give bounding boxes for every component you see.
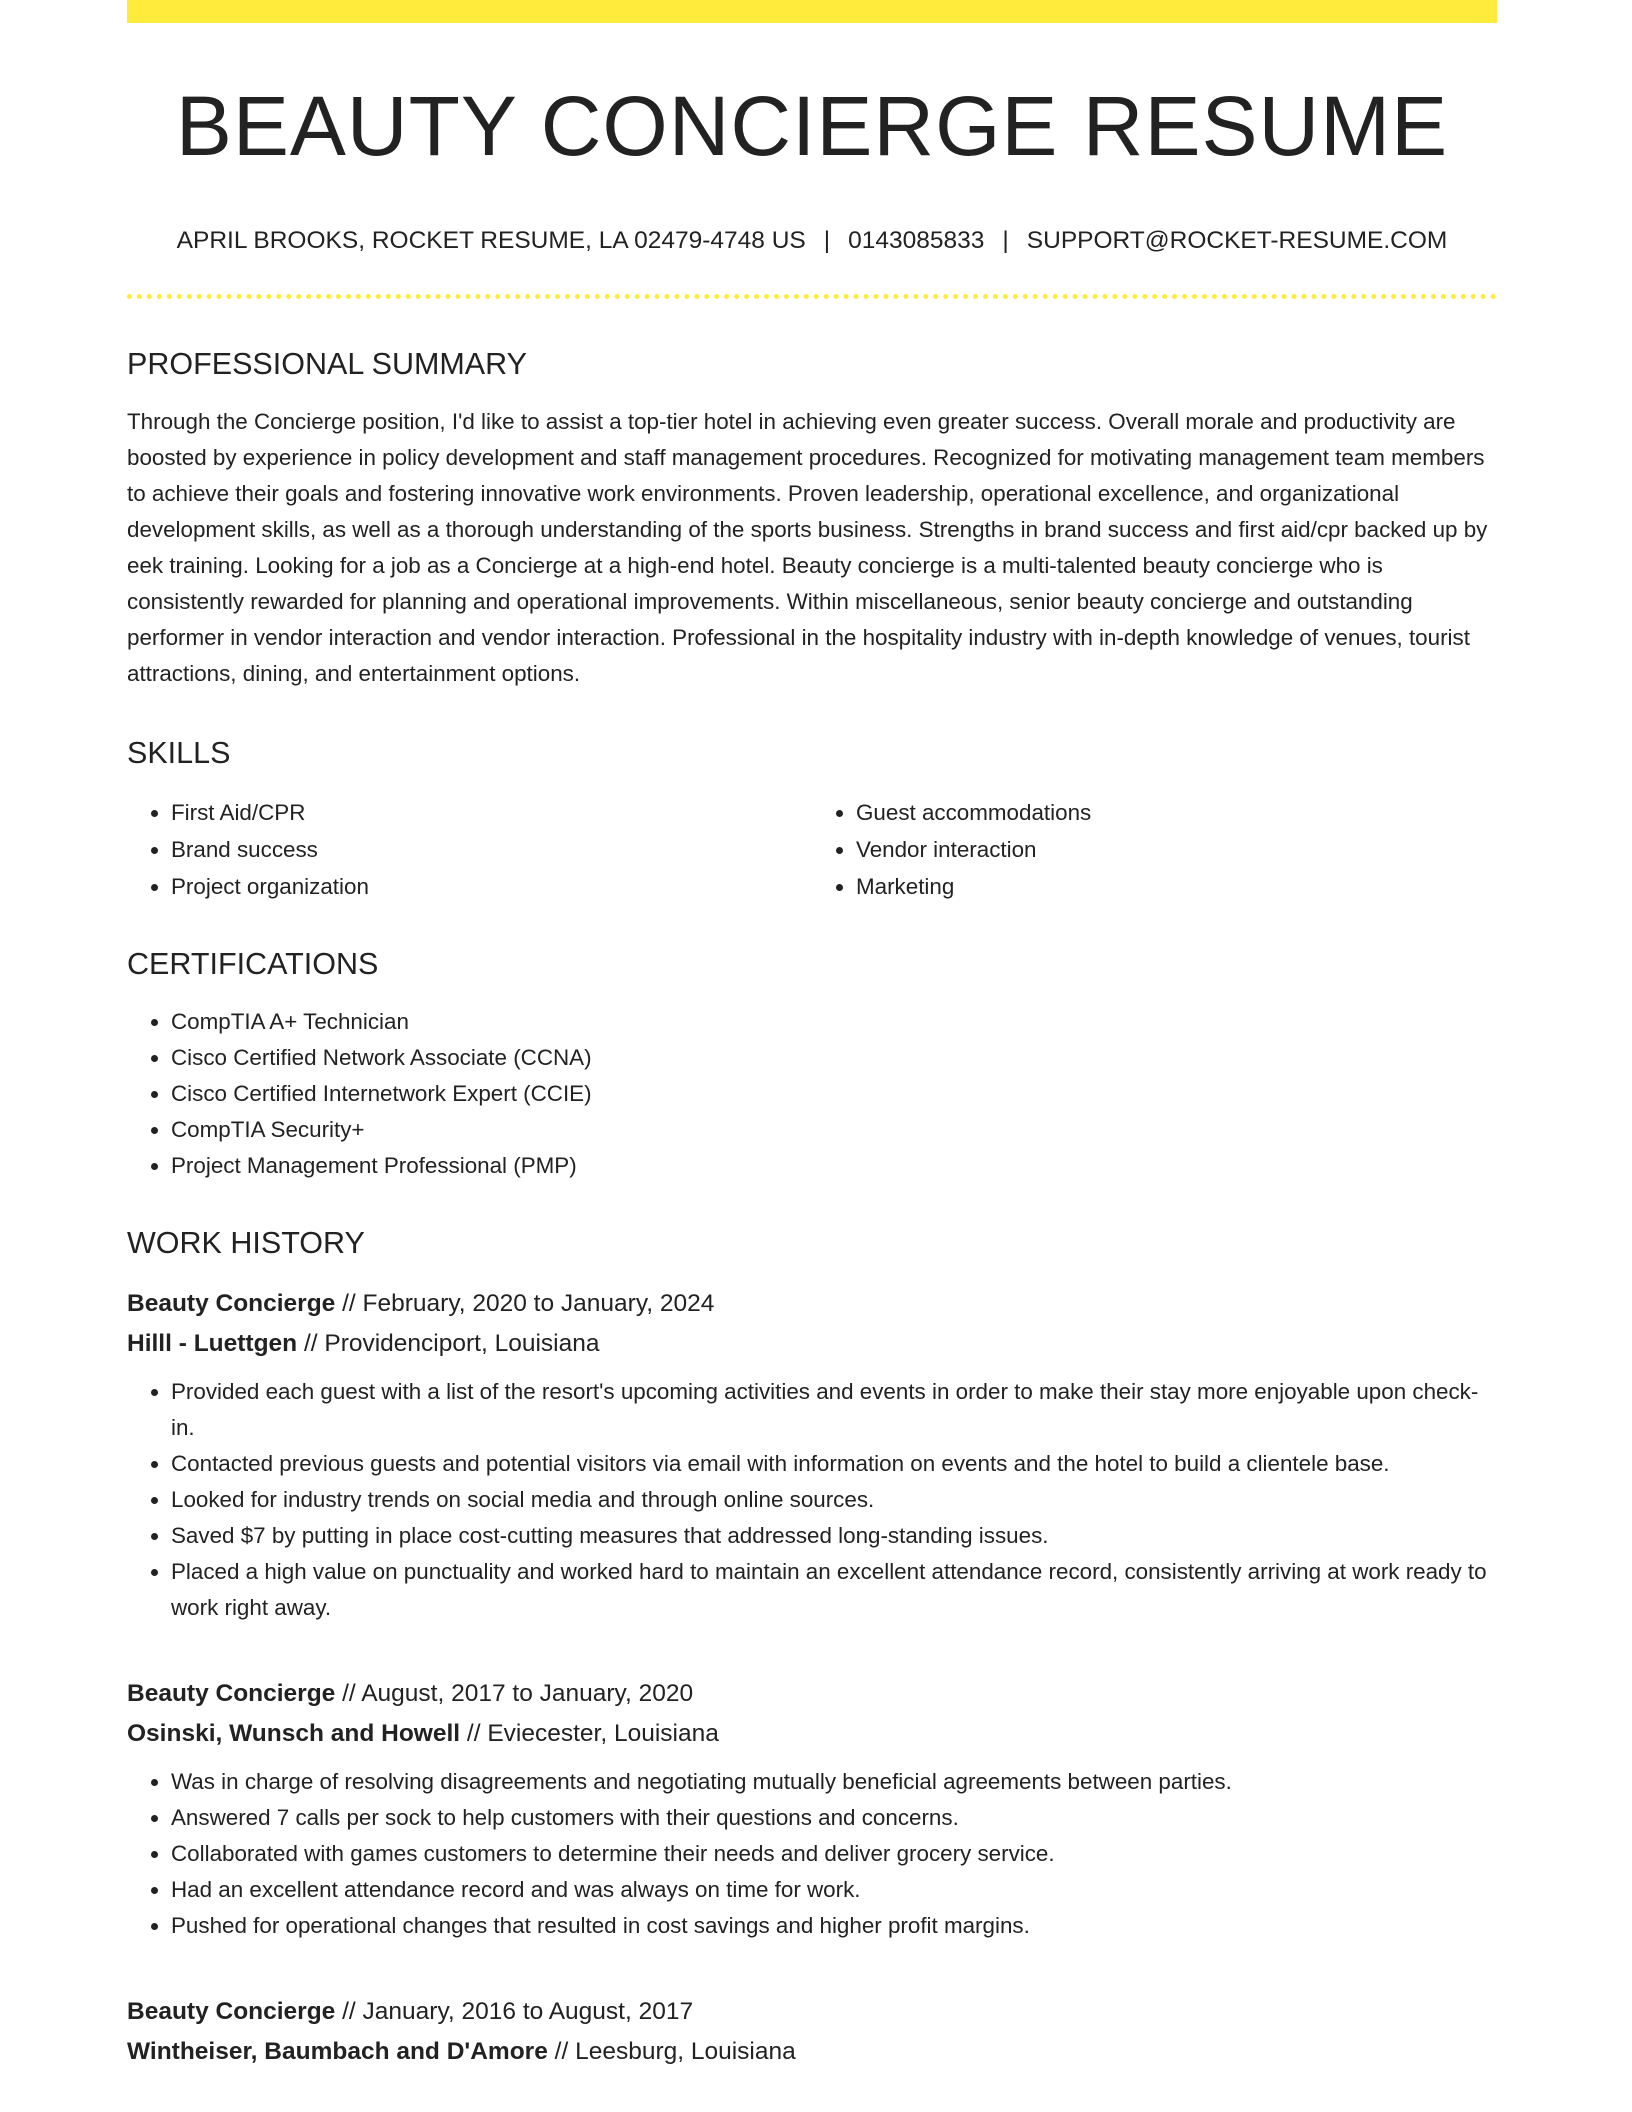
job-company-line — [127, 1324, 1497, 1364]
certifications-list — [127, 1004, 1497, 1184]
section-heading: CERTIFICATIONS — [127, 946, 379, 981]
job-title: Beauty Concierge — [127, 1679, 336, 1707]
certification-item: • Cisco Certified Network Associate (CCNA) — [171, 1040, 1497, 1076]
job-title-line — [127, 1674, 1497, 1714]
contact-separator: | — [1002, 227, 1009, 254]
contact-line — [127, 229, 1497, 254]
job-bullet: • Had an excellent attendance record and was always on time for work. — [171, 1872, 1497, 1908]
skill-item: • Guest accommodations — [856, 794, 1497, 831]
skill-item: • Brand success — [171, 831, 812, 868]
contact-address: APRIL BROOKS, ROCKET RESUME, LA 02479-4748 US — [176, 227, 806, 254]
resume-title: BEAUTY CONCIERGE RESUME — [175, 79, 1449, 173]
certification-item: • CompTIA Security+ — [171, 1112, 1497, 1148]
job-bullet: • Pushed for operational changes that resulted in cost savings and higher profit margins. — [171, 1908, 1497, 1944]
job-entry — [127, 1674, 1497, 1944]
job-company: Hilll - Luettgen — [127, 1329, 298, 1357]
job-company: Osinski, Wunsch and Howell — [127, 1719, 461, 1747]
certification-item: • CompTIA A+ Technician — [171, 1004, 1497, 1040]
job-company-line — [127, 1714, 1497, 1754]
contact-separator: | — [823, 227, 831, 254]
resume-page — [127, 0, 1497, 2072]
job-dates: // January, 2016 to August, 2017 — [342, 1997, 694, 2025]
work-history-section — [127, 1228, 1497, 2072]
job-dates: // August, 2017 to January, 2020 — [342, 1679, 694, 1707]
job-title: Beauty Concierge — [127, 1997, 336, 2025]
job-bullet: • Placed a high value on punctuality and worked hard to maintain an excellent attendance record, consistently arriving at work ready to work right away. — [171, 1554, 1497, 1626]
skill-item: • Vendor interaction — [856, 831, 1497, 868]
accent-top-bar — [127, 0, 1497, 23]
job-bullets — [127, 1374, 1497, 1626]
certifications-section — [127, 946, 1497, 1185]
job-title-line — [127, 1992, 1497, 2032]
job-bullet: • Answered 7 calls per sock to help customers with their questions and concerns. — [171, 1800, 1497, 1836]
skills-list-right — [812, 794, 1497, 905]
summary-text: Through the Concierge position, I'd like to assist a top-tier hotel in achieving even greater success. Overall morale and productivity are boosted by experience in policy development and staff management procedures. Recognized for motivating management team members to achieve their goals and fostering innovative work environments. Proven leadership, operational excellence, and organizational development skills, as well as a thorough understanding of the sports business. Strengths in brand success and first aid/cpr backed up by eek training. Looking for a job as a Concierge at a high-end hotel. Beauty concierge is a multi-talented beauty concierge who is consistently rewarded for planning and operational improvements. Within miscellaneous, senior beauty concierge and outstanding performer in vendor interaction and vendor interaction. Professional in the hospitality industry with in-depth knowledge of venues, tourist attractions, dining, and entertainment options. — [127, 409, 1488, 686]
job-bullet: • Provided each guest with a list of the resort's upcoming activities and events in order to make their stay more enjoyable upon check-in. — [171, 1374, 1497, 1446]
job-bullet: • Saved $7 by putting in place cost-cutting measures that addressed long-standing issues. — [171, 1518, 1497, 1554]
job-location: // Leesburg, Louisiana — [554, 2037, 796, 2065]
job-title: Beauty Concierge — [127, 1289, 336, 1317]
job-bullet: • Was in charge of resolving disagreements and negotiating mutually beneficial agreements between parties. — [171, 1764, 1497, 1800]
job-bullet: • Collaborated with games customers to determine their needs and deliver grocery service. — [171, 1836, 1497, 1872]
section-heading: WORK HISTORY — [127, 1226, 365, 1260]
job-bullet: • Contacted previous guests and potential visitors via email with information on events and the hotel to build a clientele base. — [171, 1446, 1497, 1482]
skill-item: • Marketing — [856, 868, 1497, 905]
job-entry — [127, 1992, 1497, 2072]
job-title-line — [127, 1284, 1497, 1324]
professional-summary-section — [127, 346, 1497, 693]
certification-item: • Project Management Professional (PMP) — [171, 1148, 1497, 1184]
contact-email: SUPPORT@ROCKET-RESUME.COM — [1026, 227, 1448, 254]
job-company: Wintheiser, Baumbach and D'Amore — [127, 2037, 548, 2065]
contact-phone: 0143085833 — [848, 227, 985, 254]
skills-section — [127, 738, 1497, 905]
skill-item: • Project organization — [171, 868, 812, 905]
job-location: // Providenciport, Louisiana — [303, 1329, 600, 1357]
job-dates: // February, 2020 to January, 2024 — [342, 1289, 715, 1317]
job-company-line — [127, 2032, 1497, 2072]
section-heading: SKILLS — [127, 736, 231, 770]
section-heading: PROFESSIONAL SUMMARY — [127, 346, 527, 381]
job-bullets — [127, 1764, 1497, 1944]
job-entry — [127, 1284, 1497, 1626]
skill-item: • First Aid/CPR — [171, 794, 812, 831]
job-location: // Eviecester, Louisiana — [466, 1719, 719, 1747]
job-bullet: • Looked for industry trends on social media and through online sources. — [171, 1482, 1497, 1518]
skills-list-left — [127, 794, 812, 905]
certification-item: • Cisco Certified Internetwork Expert (CCIE) — [171, 1076, 1497, 1112]
skills-columns — [127, 794, 1497, 905]
dotted-divider — [127, 294, 1497, 299]
